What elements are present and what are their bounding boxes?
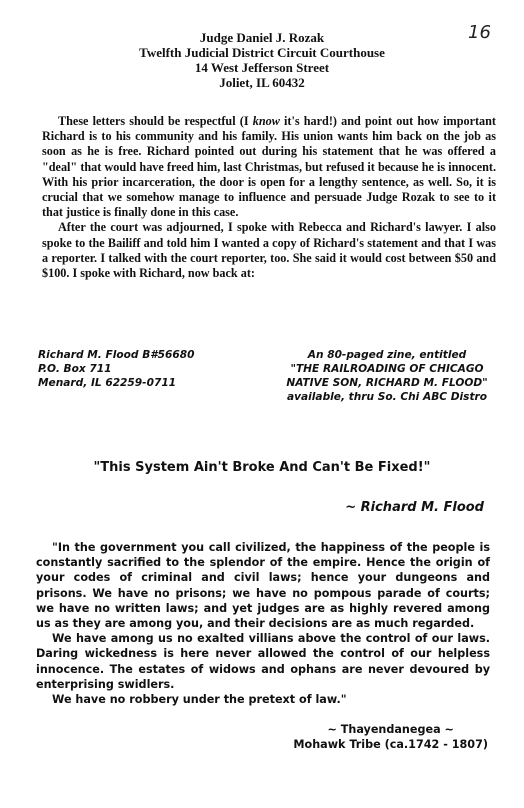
quote-body [36, 540, 490, 707]
prisoner-po-box: P.O. Box 711 [38, 363, 112, 375]
quote-paragraph-1: "In the government you call civilized, the happiness of the people is constantly sacrified to the splendor of the empire. Hence the origin of your codes of criminal and civil laws; hence your dungeons and prisons. We have no prisons; we have no pompous parade of courts; we have no written laws; and yet judges are as highly revered among us as they are among you, and their decisions are as much regarded. [36, 541, 490, 631]
attribution-tribe: Mohawk Tribe (ca.1742 - 1807) [293, 738, 488, 752]
prisoner-address [38, 348, 195, 390]
judge-address-block [0, 30, 524, 90]
zine-line-3: NATIVE SON, RICHARD M. FLOOD" [286, 377, 488, 389]
address-line-city: Joliet, IL 60432 [219, 75, 305, 90]
quote-attribution [293, 722, 488, 752]
letter-paragraph-1: These letters should be respectful (I know it's hard!) and point out how important Richard is to his community and his family. His union wants him back on the job as soon as he is free. Richard pointed out during his statement that he was offered a "deal" that would have freed him, last Christmas, but refused it because he is innocent. With his prior incarceration, the door is open for a lengthy sentence, as well. So, it is crucial that we somehow manage to influence and persuade Judge Rozak to see to it that justice is finally done in this case. [42, 114, 496, 220]
quote-paragraph-2: We have among us no exalted villians above the control of our laws. Daring wickedness is here never allowed the control of our helpless innocence. The estates of widows and ophans are never devoured by enterprising swidlers. [36, 632, 490, 691]
address-line-court: Twelfth Judicial District Circuit Courthouse [139, 45, 385, 60]
attribution-name: ~ Thayendanegea ~ [327, 723, 454, 736]
prisoner-city: Menard, IL 62259-0711 [38, 377, 177, 389]
zine-line-2: "THE RAILROADING OF CHICAGO [290, 363, 484, 375]
zine-line-1: An 80-paged zine, entitled [307, 349, 467, 361]
zine-notice [280, 348, 494, 404]
zine-line-4: available, thru So. Chi ABC Distro [286, 391, 488, 403]
article-byline: ~ Richard M. Flood [345, 500, 484, 515]
address-line-name: Judge Daniel J. Rozak [199, 30, 325, 45]
letter-paragraph-2: After the court was adjourned, I spoke with Rebecca and Richard's lawyer. I also spoke to the Bailiff and told him I wanted a copy of Richard's statement and that I was a reporter. I talked with the court reporter, too. She said it would cost between $50 and $100. I spoke with Richard, now back at: [42, 220, 496, 281]
address-line-street: 14 West Jefferson Street [194, 60, 330, 75]
letter-body [42, 114, 496, 281]
quote-paragraph-3: We have no robbery under the pretext of law." [52, 693, 347, 707]
emphasis-know: know [252, 114, 280, 128]
page-number: 16 [468, 22, 491, 43]
article-headline: "This System Ain't Broke And Can't Be Fixed!" [93, 460, 431, 475]
prisoner-name: Richard M. Flood B#56680 [38, 349, 195, 361]
